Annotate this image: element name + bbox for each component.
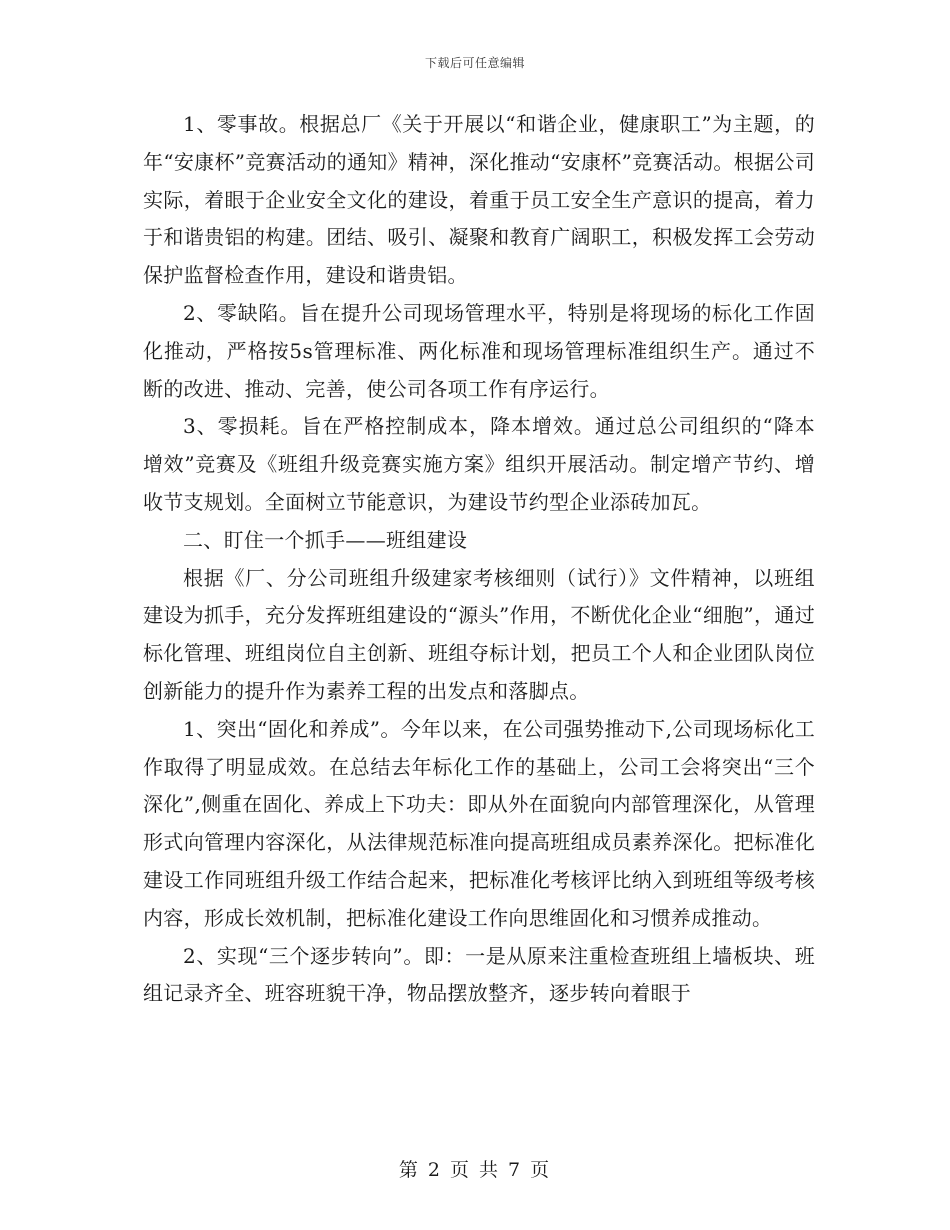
paragraph-three-shifts: 2、实现“三个逐步转向”。即：一是从原来注重检查班组上墙板块、班组记录齐全、班容班貌干净，物品摆放整齐，逐步转向着眼于 [143, 943, 815, 1006]
paragraph-zero-loss: 3、零损耗。旨在严格控制成本，降本增效。通过总公司组织的“降本增效”竞赛及《班组升级竞赛实施方案》组织开展活动。制定增产节约、增收节支规划。全面树立节能意识，为建设节约型企业添砖加瓦。 [143, 414, 815, 514]
paragraph-zero-defect: 2、零缺陷。旨在提升公司现场管理水平，特别是将现场的标化工作固化推动，严格按5s管理标准、两化标准和现场管理标准组织生产。通过不断的改进、推动、完善，使公司各项工作有序运行。 [143, 300, 815, 401]
section-heading-team-building: 二、盯住一个抓手——班组建设 [183, 527, 468, 552]
page-header: 下载后可任意编辑 [424, 56, 525, 70]
paragraph-team-building-intro: 根据《厂、分公司班组升级建家考核细则（试行）》文件精神，以班组建设为抓手，充分发挥班组建设的“源头”作用，不断优化企业“细胞”，通过标化管理、班组岗位自主创新、班组夺标计划，把员工个人和企业团队岗位创新能力的提升作为素养工程的出发点和落脚点。 [143, 565, 815, 703]
page-footer: 第 2 页 共 7 页 [398, 1159, 552, 1181]
paragraph-solidify-habits: 1、突出“固化和养成”。今年以来，在公司强势推动下,公司现场标化工作取得了明显成效。在总结去年标化工作的基础上，公司工会将突出“三个深化”,侧重在固化、养成上下功夫：即从外在面貌向内部管理深化，从管理形式向管理内容深化，从法律规范标准向提高班组成员素养深化。把标准化建设工作同班组升级工作结合起来，把标准化考核评比纳入到班组等级考核内容，形成长效机制，把标准化建设工作向思维固化和习惯养成推动。 [143, 716, 815, 930]
paragraph-zero-accident: 1、零事故。根据总厂《关于开展以“和谐企业，健康职工”为主题，的年“安康杯”竞赛活动的通知》精神，深化推动“安康杯”竞赛活动。根据公司实际，着眼于企业安全文化的建设，着重于员工安全生产意识的提高，着力于和谐贵铝的构建。团结、吸引、凝聚和教育广阔职工，积极发挥工会劳动保护监督检查作用，建设和谐贵铝。 [143, 112, 815, 288]
document-body [143, 106, 815, 1013]
